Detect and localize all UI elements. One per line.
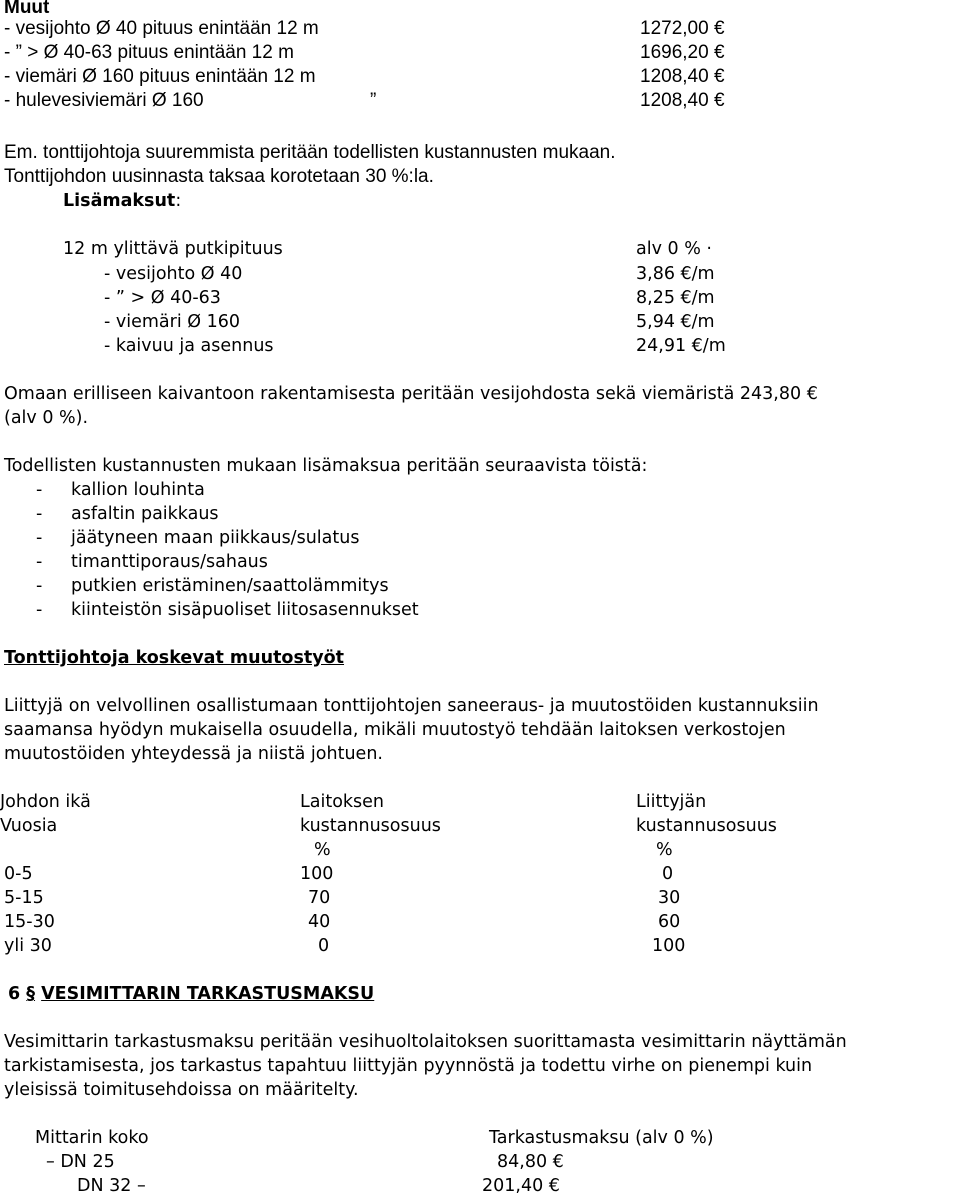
- section-6-number: 6: [8, 984, 21, 1004]
- meter-row-2-size: DN 32 –: [77, 1176, 146, 1196]
- table-row-2-customer: 30: [658, 888, 681, 908]
- lisamaksut-intro: 12 m ylittävä putkipituus: [63, 239, 283, 259]
- muut-row-3-label: - viemäri Ø 160 pituus enintään 12 m: [4, 66, 316, 87]
- section-6-heading: [8, 982, 374, 1006]
- table-row-3-utility: 40: [308, 912, 331, 932]
- work-item-3-dash: -: [36, 528, 43, 548]
- lisamaksut-row-2-price: 8,25 €/m: [636, 288, 715, 308]
- table-header-customer-share: kustannusosuus: [636, 816, 777, 836]
- section-6-title: VESIMITTARIN TARKASTUSMAKSU: [41, 984, 375, 1004]
- work-item-4-dash: -: [36, 552, 43, 572]
- work-item-5: putkien eristäminen/saattolämmitys: [71, 576, 389, 596]
- meter-row-1-fee: 84,80 €: [497, 1152, 564, 1172]
- lisamaksut-row-3-price: 5,94 €/m: [636, 312, 715, 332]
- muutostyot-paragraph-line-2: saamansa hyödyn mukaisella osuudella, mikäli muutostyö tehdään laitoksen verkostojen: [4, 720, 786, 740]
- lisamaksut-row-1-label: - vesijohto Ø 40: [104, 264, 243, 284]
- table-header-utility-pct: %: [314, 840, 331, 860]
- table-row-2-age: 5-15: [4, 888, 44, 908]
- table-row-1-customer: 0: [662, 864, 674, 884]
- work-item-1: kallion louhinta: [71, 480, 205, 500]
- table-row-1-utility: 100: [300, 864, 334, 884]
- muut-row-4-price: 1208,40 €: [640, 90, 725, 111]
- meter-size-header: Mittarin koko: [35, 1128, 149, 1148]
- meter-row-2-fee: 201,40 €: [482, 1176, 560, 1196]
- work-item-5-dash: -: [36, 576, 43, 596]
- muut-row-3-price: 1208,40 €: [640, 66, 725, 87]
- muut-row-2-label: - ” > Ø 40-63 pituus enintään 12 m: [4, 42, 294, 63]
- muutostyot-paragraph-line-1: Liittyjä on velvollinen osallistumaan tonttijohtojen saneeraus- ja muutostöiden kustannuksiin: [4, 696, 819, 716]
- section-6-paragraph-line-1: Vesimittarin tarkastusmaksu peritään vesihuoltolaitoksen suorittamasta vesimittarin näyttämän: [4, 1032, 847, 1052]
- section-6-paragraph-line-2: tarkistamisesta, jos tarkastus tapahtuu liittyjän pyynnöstä ja todettu virhe on pienempi kuin: [4, 1056, 813, 1076]
- table-row-3-customer: 60: [658, 912, 681, 932]
- table-header-customer-pct: %: [656, 840, 673, 860]
- lisamaksut-vat: alv 0 % ·: [636, 239, 712, 259]
- muut-row-2-price: 1696,20 €: [640, 42, 725, 63]
- muut-note-1: Em. tonttijohtoja suuremmista peritään todellisten kustannusten mukaan.: [4, 142, 616, 163]
- table-header-age: Johdon ikä: [0, 792, 91, 812]
- table-header-customer: Liittyjän: [636, 792, 707, 812]
- work-item-3: jäätyneen maan piikkaus/sulatus: [71, 528, 360, 548]
- lisamaksut-heading-line: [63, 189, 181, 213]
- section-6-paragraph-line-3: yleisissä toimitusehdoissa on määritelty.: [4, 1080, 359, 1100]
- muutostyot-heading: Tonttijohtoja koskevat muutostyöt: [4, 648, 345, 668]
- muutostyot-paragraph-line-3: muutostöiden yhteydessä ja niistä johtuen.: [4, 744, 383, 764]
- table-header-utility: Laitoksen: [300, 792, 385, 812]
- muut-row-1-label: - vesijohto Ø 40 pituus enintään 12 m: [4, 18, 319, 39]
- muut-row-4-label: - hulevesiviemäri Ø 160: [4, 90, 204, 111]
- lisamaksut-row-4-price: 24,91 €/m: [636, 336, 726, 356]
- lisamaksut-heading: Lisämaksut: [63, 191, 176, 211]
- work-item-2: asfaltin paikkaus: [71, 504, 219, 524]
- meter-row-1-size: – DN 25: [46, 1152, 115, 1172]
- table-row-4-customer: 100: [652, 936, 686, 956]
- table-row-4-age: yli 30: [4, 936, 52, 956]
- work-item-6: kiinteistön sisäpuoliset liitosasennukset: [71, 600, 419, 620]
- muut-note-2: Tonttijohdon uusinnasta taksaa korotetaan 30 %:la.: [4, 166, 434, 187]
- muut-row-1-price: 1272,00 €: [640, 18, 725, 39]
- separate-trench-line-1: Omaan erilliseen kaivantoon rakentamisesta peritään vesijohdosta sekä viemäristä 243,80 €: [4, 384, 818, 404]
- inspection-fee-header: Tarkastusmaksu (alv 0 %): [489, 1128, 714, 1148]
- table-row-4-utility: 0: [318, 936, 330, 956]
- lisamaksut-row-3-label: - viemäri Ø 160: [104, 312, 240, 332]
- work-item-2-dash: -: [36, 504, 43, 524]
- lisamaksut-row-4-label: - kaivuu ja asennus: [104, 336, 274, 356]
- work-item-1-dash: -: [36, 480, 43, 500]
- table-row-1-age: 0-5: [4, 864, 33, 884]
- separate-trench-line-2: (alv 0 %).: [4, 408, 89, 428]
- lisamaksut-colon: :: [175, 191, 182, 211]
- table-row-2-utility: 70: [308, 888, 331, 908]
- work-item-4: timanttiporaus/sahaus: [71, 552, 268, 572]
- muut-heading: Muut: [4, 0, 50, 18]
- table-row-3-age: 15-30: [4, 912, 55, 932]
- work-item-6-dash: -: [36, 600, 43, 620]
- section-symbol: §: [26, 984, 36, 1004]
- lisamaksut-row-2-label: - ” > Ø 40-63: [104, 288, 221, 308]
- lisamaksut-row-1-price: 3,86 €/m: [636, 264, 715, 284]
- table-header-years: Vuosia: [0, 816, 58, 836]
- table-header-utility-share: kustannusosuus: [300, 816, 441, 836]
- muut-row-4-ditto: ”: [370, 90, 377, 111]
- actual-cost-intro: Todellisten kustannusten mukaan lisämaksua peritään seuraavista töistä:: [4, 456, 648, 476]
